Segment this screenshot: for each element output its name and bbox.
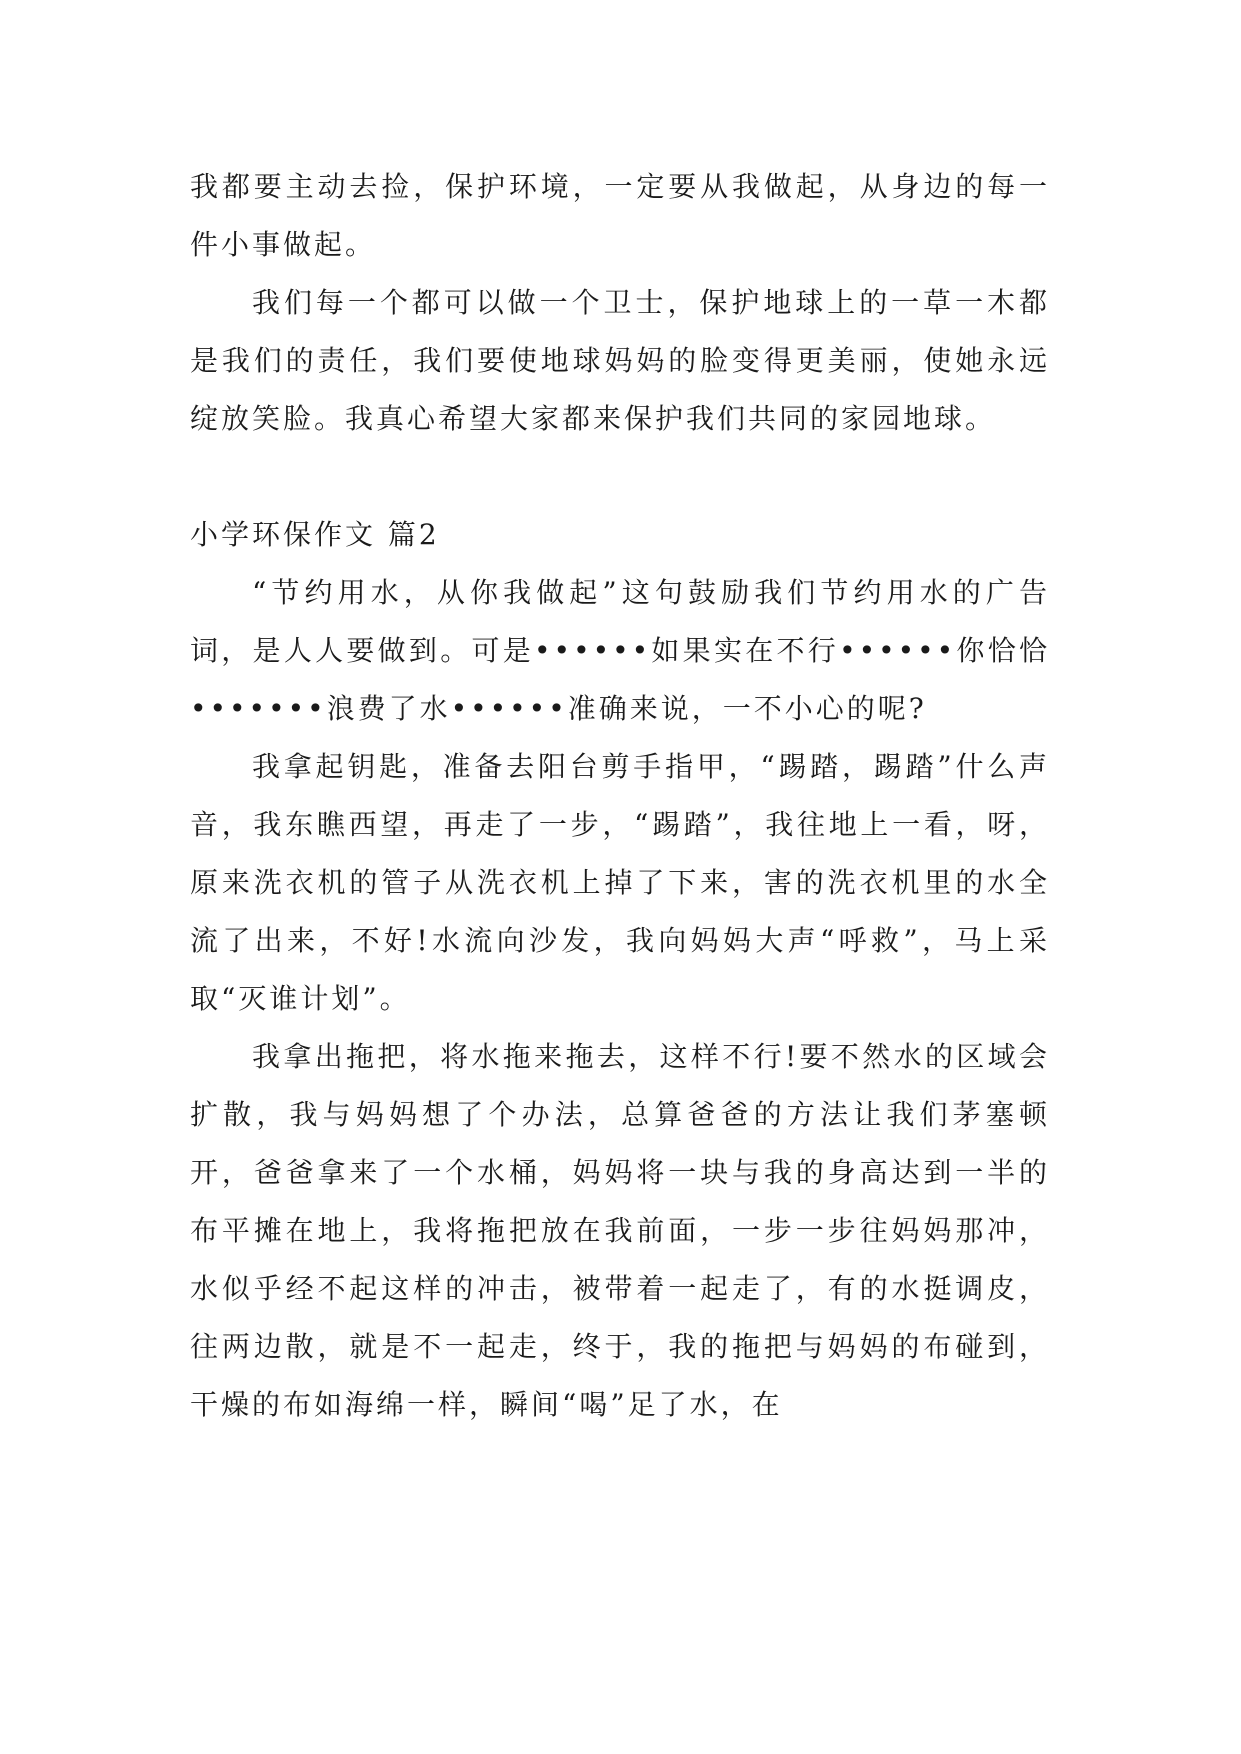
paragraph-mop: 我拿出拖把，将水拖来拖去，这样不行!要不然水的区域会扩散，我与妈妈想了个办法，总算爸爸的方法让我们茅塞顿开，爸爸拿来了一个水桶，妈妈将一块与我的身高达到一半的布平摊在地上，我将拖把放在我前面，一步一步往妈妈那冲，水似乎经不起这样的冲击，被带着一起走了，有的水挺调皮，往两边散，就是不一起走，终于，我的拖把与妈妈的布碰到，干燥的布如海绵一样，瞬间“喝”足了水，在 — [190, 1040, 1050, 1421]
paragraph-washing-machine: 我拿起钥匙，准备去阳台剪手指甲，“踢踏，踢踏”什么声音，我东瞧西望，再走了一步，“踢踏”，我往地上一看，呀，原来洗衣机的管子从洗衣机上掉了下来，害的洗衣机里的水全流了出来，不好!水流向沙发，我向妈妈大声“呼救”，马上采取“灭谁计划”。 — [190, 750, 1050, 1015]
paragraph-save-water: “节约用水，从你我做起”这句鼓励我们节约用水的广告词，是人人要做到。可是••••••如果实在不行••••••你恰恰•••••••浪费了水••••••准确来说，一不小心的呢? — [190, 576, 1050, 725]
document-body — [190, 158, 1050, 1434]
paragraph-continuation: 我都要主动去捡，保护环境，一定要从我做起，从身边的每一件小事做起。 — [190, 170, 1050, 261]
section-title: 小学环保作文 篇2 — [190, 518, 440, 551]
paragraph-guardian: 我们每一个都可以做一个卫士，保护地球上的一草一木都是我们的责任，我们要使地球妈妈的脸变得更美丽，使她永远绽放笑脸。我真心希望大家都来保护我们共同的家园地球。 — [190, 286, 1050, 435]
